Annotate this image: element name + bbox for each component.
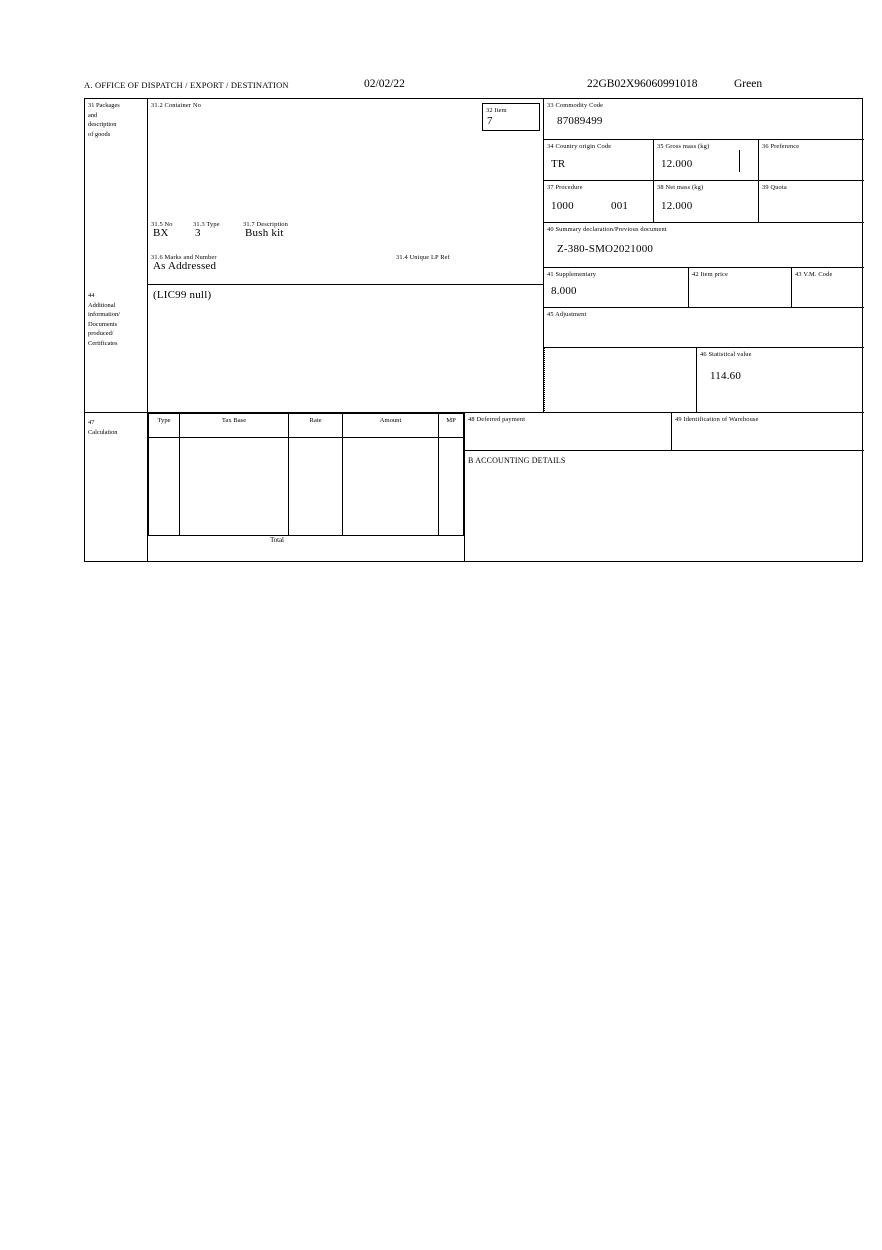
- box-32-item-value: 7: [487, 115, 493, 128]
- box-31-label-column: [85, 99, 148, 285]
- calc-col-header-mp: MP: [446, 417, 456, 424]
- box-37-value-2: 001: [611, 200, 629, 212]
- box-46-label: 46 Statistical value: [700, 351, 752, 358]
- calc-col-header-tax-base: Tax Base: [221, 417, 247, 424]
- box-37-procedure: [544, 181, 654, 223]
- header-date: 02/02/22: [364, 78, 405, 90]
- calc-cell-rate: [288, 437, 343, 536]
- box-31-label-line-3: description: [88, 121, 117, 129]
- box-40-summary-declaration: [544, 223, 864, 268]
- box-47-label-column: [85, 413, 148, 562]
- box-46-region: [544, 348, 864, 413]
- box-40-label: 40 Summary declaration/Previous document: [547, 226, 667, 233]
- box-35-label: 35 Gross mass (kg): [657, 143, 710, 150]
- box-41-supplementary: [544, 268, 689, 308]
- box-45-adjustment: [544, 308, 864, 348]
- box-31-label-line-2: and: [88, 111, 98, 119]
- box-44-label-column: [85, 285, 148, 413]
- box-42-item-price: [689, 268, 792, 308]
- box-33-commodity-code: [544, 99, 864, 140]
- box-44-label-line-6: Certificates: [88, 340, 118, 348]
- box-39-label: 39 Quota: [762, 184, 787, 191]
- box-b-accounting-details: [464, 451, 864, 562]
- box-47-label-line-1: 47: [88, 419, 95, 426]
- box-31-6-marks-label: 31.6 Marks and Number: [151, 254, 217, 261]
- box-47-label-line-2: Calculation: [88, 428, 118, 436]
- calc-header-amount: [342, 413, 439, 438]
- box-35-value: 12.000: [661, 158, 693, 170]
- box-49-label: 49 Identification of Warehouse: [675, 416, 759, 423]
- box-36-preference: [759, 140, 864, 181]
- calc-col-header-type: Type: [157, 417, 171, 424]
- box-49-identification-of-warehouse: [672, 413, 864, 451]
- box-36-label: 36 Preference: [762, 143, 800, 150]
- box-35-divider: [739, 150, 740, 172]
- box-46-statistical-value: [696, 348, 864, 413]
- box-48-deferred-payment: [464, 413, 672, 451]
- box-b-label: B ACCOUNTING DETAILS: [468, 456, 566, 465]
- box-31-label-line-4: of goods: [88, 130, 111, 138]
- box-33-commodity-code-label: 33 Commodity Code: [547, 102, 604, 109]
- box-44-additional-information: [148, 285, 544, 413]
- box-44-label-line-5: produced/: [88, 330, 114, 338]
- calc-header-type: [148, 413, 180, 438]
- box-45-label: 45 Adjustment: [547, 311, 587, 318]
- header-mrn: 22GB02X96060991018: [587, 78, 698, 90]
- declaration-frame: [84, 98, 863, 562]
- calc-total-row: [148, 535, 464, 556]
- box-31-label-line-1: 31 Packages: [88, 102, 120, 109]
- box-31-4-unique-lp-ref-label: 31.4 Unique LP Ref: [396, 254, 450, 261]
- calc-cell-amount: [342, 437, 439, 536]
- box-34-country-origin-code: [544, 140, 654, 181]
- box-44-label-line-1: 44: [88, 292, 95, 299]
- box-38-net-mass: [654, 181, 759, 223]
- box-44-label-line-2: Additional: [88, 301, 116, 309]
- box-31-5-no-value: BX: [153, 227, 169, 239]
- box-37-label: 37 Procedure: [547, 184, 583, 191]
- calc-cell-tax-base: [179, 437, 289, 536]
- box-43-label: 43 V.M. Code: [795, 271, 833, 278]
- box-44-label-line-4: Documents: [88, 320, 118, 328]
- box-37-value-1: 1000: [551, 200, 574, 212]
- box-41-value: 8.000: [551, 285, 577, 297]
- box-38-value: 12.000: [661, 200, 693, 212]
- box-31-3-type-value: 3: [195, 227, 201, 239]
- box-42-label: 42 Item price: [692, 271, 729, 278]
- box-40-value: Z-380-SMO2021000: [557, 243, 654, 255]
- box-47-calculation-table: [148, 413, 464, 562]
- box-39-quota: [759, 181, 864, 223]
- calc-col-header-rate: Rate: [309, 417, 322, 424]
- document-header: [84, 80, 863, 96]
- box-34-label: 34 Country origin Code: [547, 143, 612, 150]
- box-31-7-description-label: 31.7 Description: [243, 221, 288, 228]
- calc-header-mp: [438, 413, 464, 438]
- calc-header-rate: [288, 413, 343, 438]
- calc-cell-type: [148, 437, 180, 536]
- box-46-dotted-divider: [544, 348, 545, 413]
- box-31-5-no-label: 31.5 No: [151, 221, 173, 228]
- box-43-vm-code: [792, 268, 864, 308]
- calc-total-label: Total: [270, 537, 284, 544]
- box-44-label-line-3: information/: [88, 311, 120, 319]
- box-31-7-description-value: Bush kit: [245, 227, 284, 239]
- box-35-gross-mass: [654, 140, 759, 181]
- box-32-item-label: 32 Item: [486, 107, 507, 114]
- box-44-value: (LIC99 null): [153, 289, 212, 301]
- calc-header-tax-base: [179, 413, 289, 438]
- office-of-dispatch-label: A. OFFICE OF DISPATCH / EXPORT / DESTINATION: [84, 80, 289, 90]
- box-34-value: TR: [551, 158, 566, 170]
- box-46-value: 114.60: [710, 370, 742, 382]
- header-lane: Green: [734, 78, 763, 90]
- box-48-label: 48 Deferred payment: [468, 416, 526, 423]
- box-31-2-container-no-label: 31.2 Container No: [151, 102, 201, 109]
- box-38-label: 38 Net mass (kg): [657, 184, 704, 191]
- calc-col-header-amount: Amount: [379, 417, 402, 424]
- box-31-3-type-label: 31.3 Type: [193, 221, 220, 228]
- box-33-commodity-code-value: 87089499: [557, 115, 603, 127]
- calc-cell-mp: [438, 437, 464, 536]
- box-32-item: [482, 103, 540, 131]
- box-41-label: 41 Supplementary: [547, 271, 597, 278]
- box-31-6-marks-value: As Addressed: [153, 260, 217, 272]
